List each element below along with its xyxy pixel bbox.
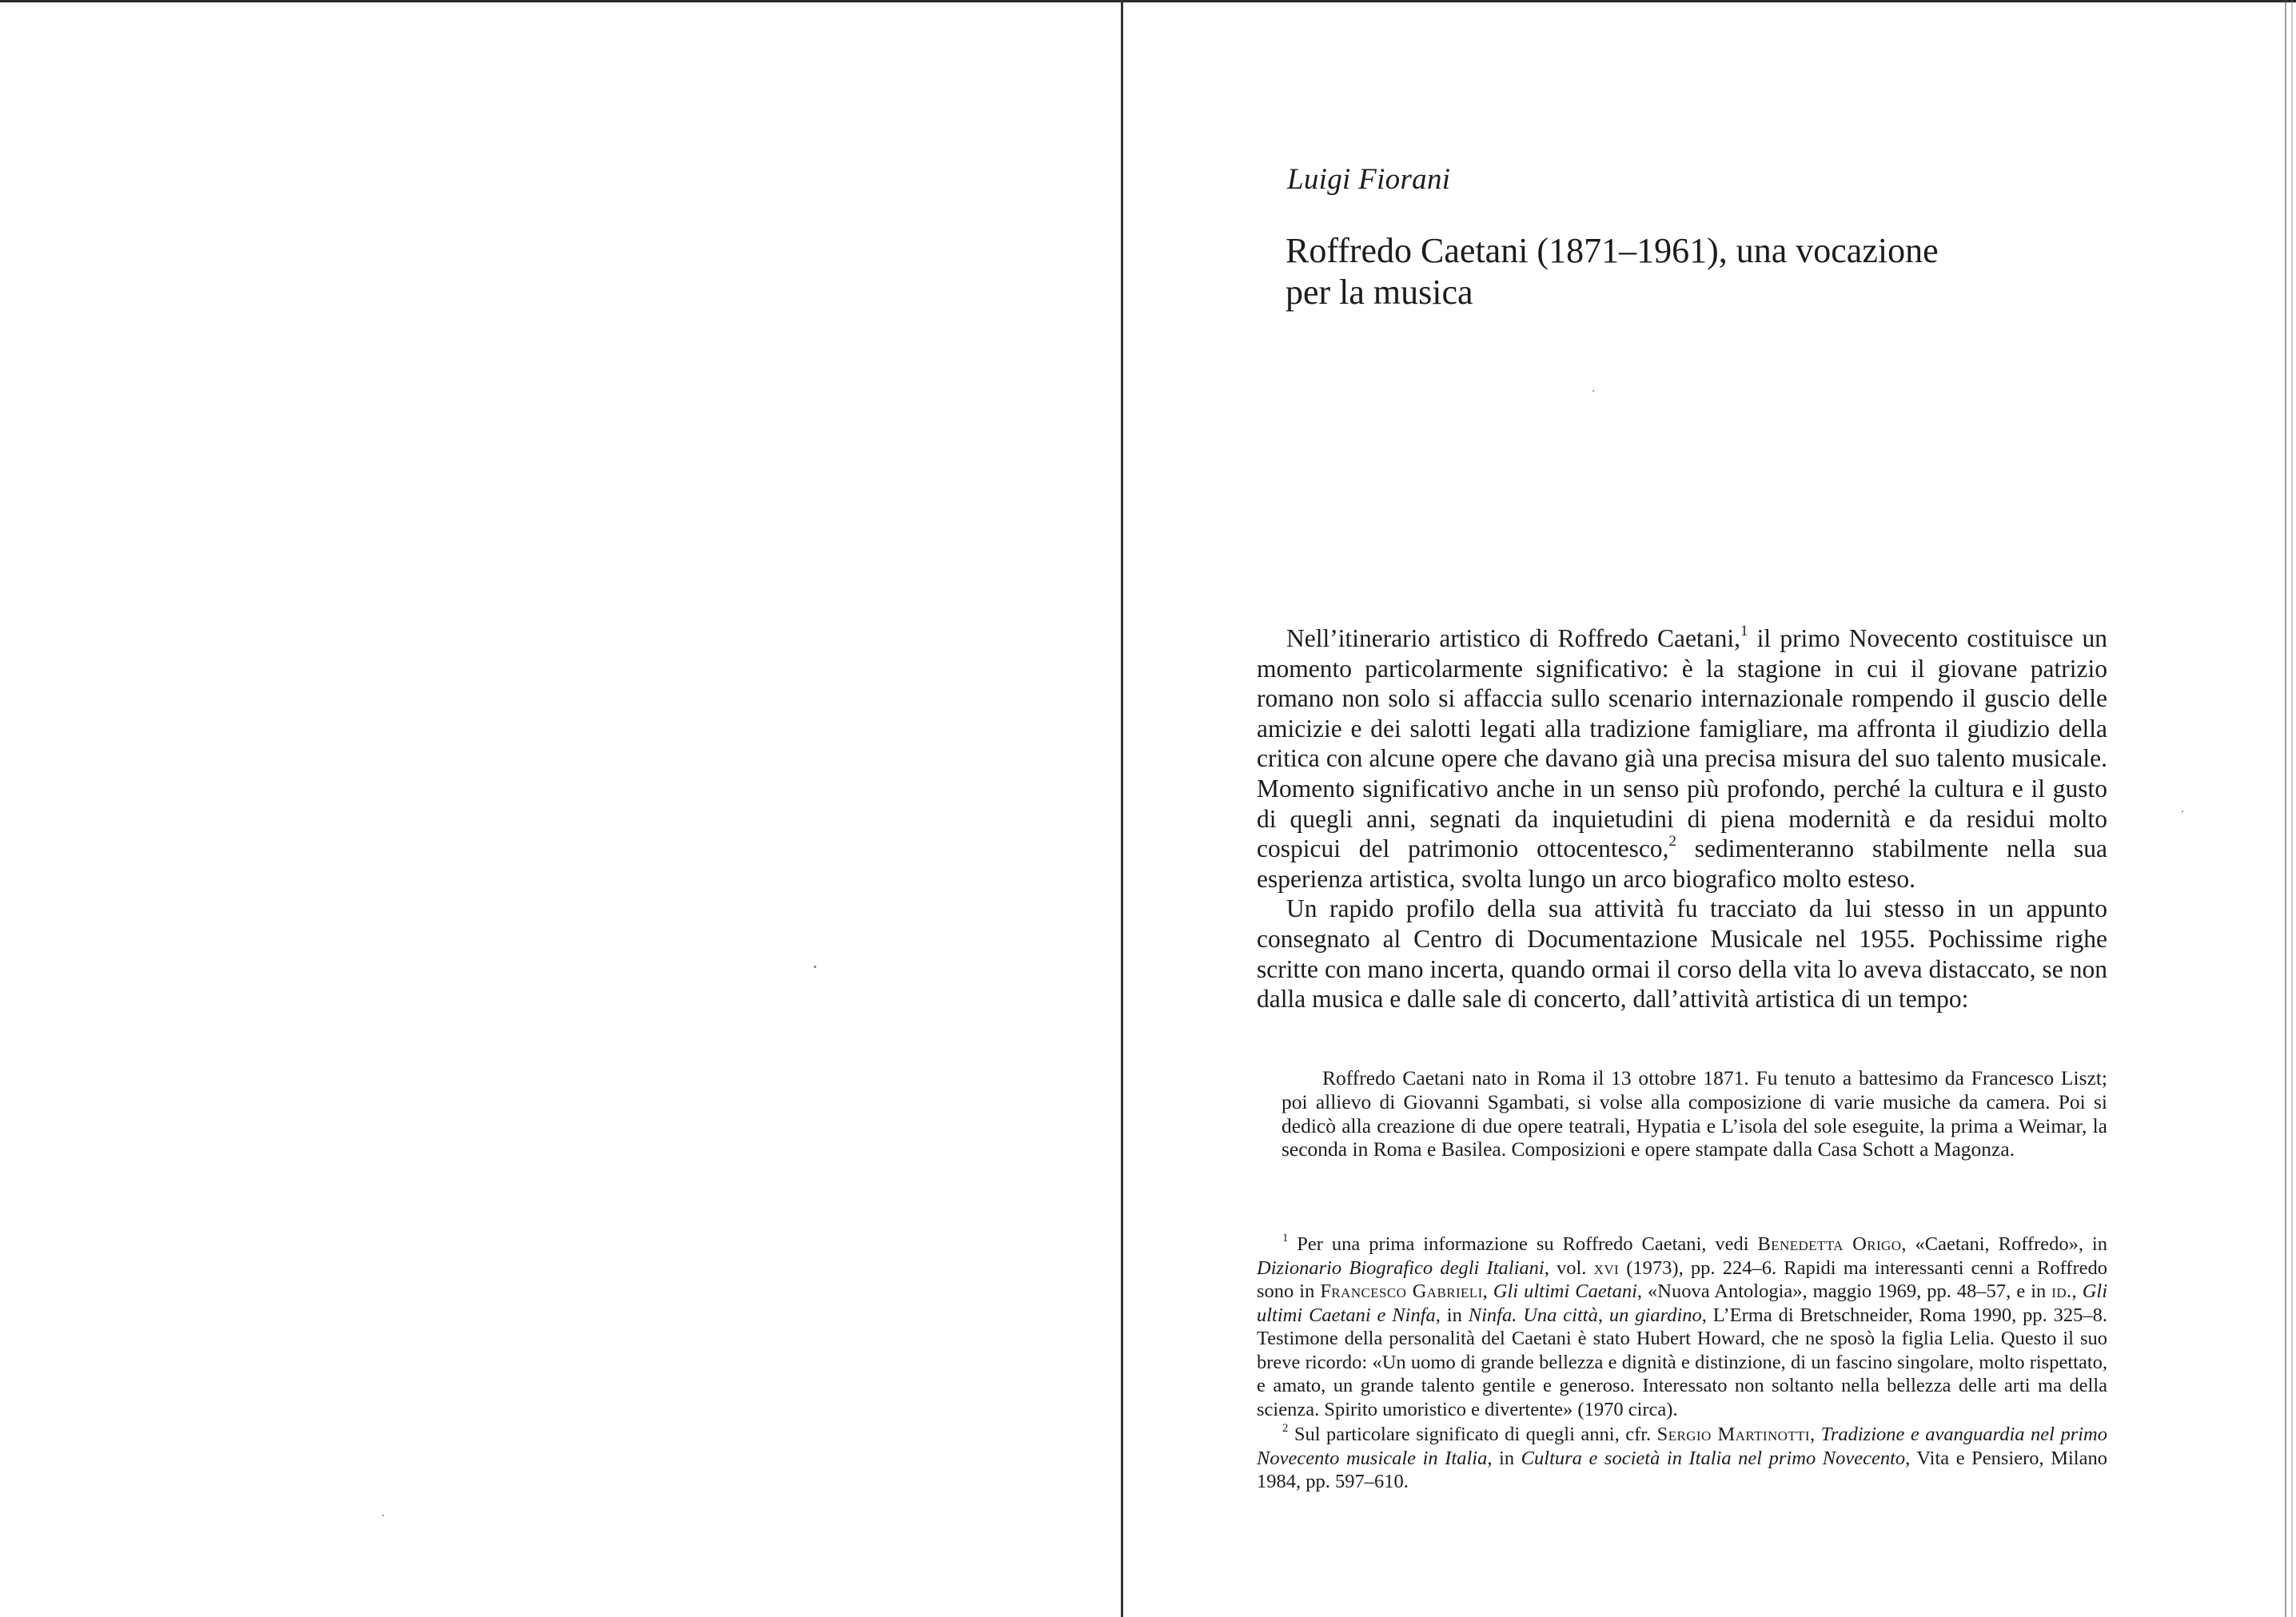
text-run: , vol. [1544, 1257, 1594, 1279]
footnote-number: 1 [1282, 1231, 1289, 1245]
work-title: Cultura e società in Italia nel primo Novecento [1521, 1447, 1906, 1469]
footnote-ref: 1 [1740, 622, 1748, 639]
text-run: , in [1435, 1304, 1469, 1326]
top-edge-rule [0, 0, 2296, 2]
text-run: , Vita e Pensiero, Milano 1984, pp. 597–610. [1257, 1447, 2107, 1492]
footnote-number: 2 [1282, 1421, 1289, 1435]
paragraph [1257, 623, 2107, 894]
text-run: (1973), pp. 224–6. Rapidi ma interessanti cenni a Roffredo sono in [1257, 1257, 2107, 1302]
text-run: , [1809, 1424, 1821, 1445]
footnotes [1257, 1233, 2107, 1496]
author-name: id. [2051, 1280, 2072, 1302]
author-name: Benedetta Origo [1757, 1233, 1902, 1255]
footnote-ref: 2 [1668, 832, 1676, 850]
page-edge-shadow-outer [2291, 0, 2293, 1617]
scan-speck [2182, 810, 2183, 812]
footnote [1257, 1233, 2107, 1421]
gutter-line [1121, 0, 1123, 1617]
text-run: , L’Erma di Bretschneider, Roma 1990, pp. 325–8. Testimone della personalità del Caetani è stato Hubert Howard, che ne sposò la figlia Lelia. Questo il suo breve ricordo: «Un uomo di grande bellezza e dignità e distinzione, di un fascino singolare, molto rispettato, e amato, un grande talento gentile e generoso. Interessato non soltanto nella bellezza delle arti ma della scienza. Spirito umoristico e divertente» (1970 circa). [1257, 1304, 2107, 1420]
scan-speck [814, 966, 816, 968]
title-line: Roffredo Caetani (1871–1961), una vocazione [1286, 231, 1939, 270]
author-name: Sergio Martinotti [1656, 1424, 1810, 1445]
work-title: Ninfa. Una città, un giardino [1468, 1304, 1702, 1326]
text-run: , «Nuova Antologia», maggio 1969, pp. 48–57, e in [1636, 1280, 2052, 1302]
text-run: Nell’itinerario artistico di Roffredo Caetani, [1286, 624, 1741, 652]
text-run: , [1482, 1280, 1493, 1302]
title-line: per la musica [1286, 273, 1473, 312]
article-author: Luigi Fiorani [1287, 163, 1451, 196]
text-run: sedimenteranno stabilmente nella sua esperienza artistica, svolta lungo un arco biografico molto esteso. [1257, 834, 2107, 893]
text-run: , in [1487, 1447, 1521, 1469]
work-title: Gli ultimi Caetani [1493, 1280, 1637, 1302]
work-title: Dizionario Biografico degli Italiani [1257, 1257, 1545, 1279]
footnote [1257, 1423, 2107, 1494]
scan-speck [1592, 390, 1594, 392]
volume-number: xvi [1593, 1257, 1620, 1279]
page-edge-shadow [2285, 0, 2286, 1617]
text-run: , «Caetani, Roffredo», in [1901, 1233, 2107, 1255]
article-title [1286, 230, 2085, 313]
block-quote [1282, 1066, 2107, 1161]
quote-text: Roffredo Caetani nato in Roma il 13 ottobre 1871. Fu tenuto a battesimo da Francesco Liszt; poi allievo di Giovanni Sgambati, si volse alla composizione di varie musiche da camera. Poi si dedicò alla creazione di due opere teatrali, Hypatia e L’isola del sole eseguite, la prima a Weimar, la seconda in Roma e Basilea. Composizioni e opere stampate dalla Casa Schott a Magonza. [1282, 1066, 2107, 1161]
text-run: Per una prima informazione su Roffredo Caetani, vedi [1288, 1233, 1758, 1255]
text-run: , [2071, 1280, 2083, 1302]
paragraph: Un rapido profilo della sua attività fu tracciato da lui stesso in un appunto consegnato al Centro di Documentazione Musicale nel 1955. Pochissime righe scritte con mano incerta, quando ormai il corso della vita lo aveva distaccato, se non dalla musica e dalle sale di concerto, dall’attività artistica di un tempo: [1257, 894, 2107, 1014]
work-title: Gli ultimi Caetani e Ninfa [1257, 1280, 2107, 1326]
work-title: Tradizione e avanguardia nel primo Novecento musicale in Italia [1257, 1424, 2107, 1469]
scan-speck [382, 1515, 384, 1516]
text-run: Sul particolare significato di quegli anni, cfr. [1288, 1424, 1657, 1445]
left-page-blank [0, 0, 1122, 1617]
text-run: il primo Novecento costituisce un momento particolarmente significativo: è la stagione in cui il giovane patrizio romano non solo si affaccia sullo scenario internazionale rompendo il guscio delle amicizie e dei salotti legati alla tradizione famigliare, ma affronta il giudizio della critica con alcune opere che davano già una precisa misura del suo talento musicale. Momento significativo anche in un senso più profondo, perché la cultura e il gusto di quegli anni, segnati da inquietudini di piena modernità e da residui molto cospicui del patrimonio ottocentesco, [1257, 624, 2107, 863]
body-text [1257, 623, 2107, 1014]
author-name: Francesco Gabrieli [1320, 1280, 1483, 1302]
